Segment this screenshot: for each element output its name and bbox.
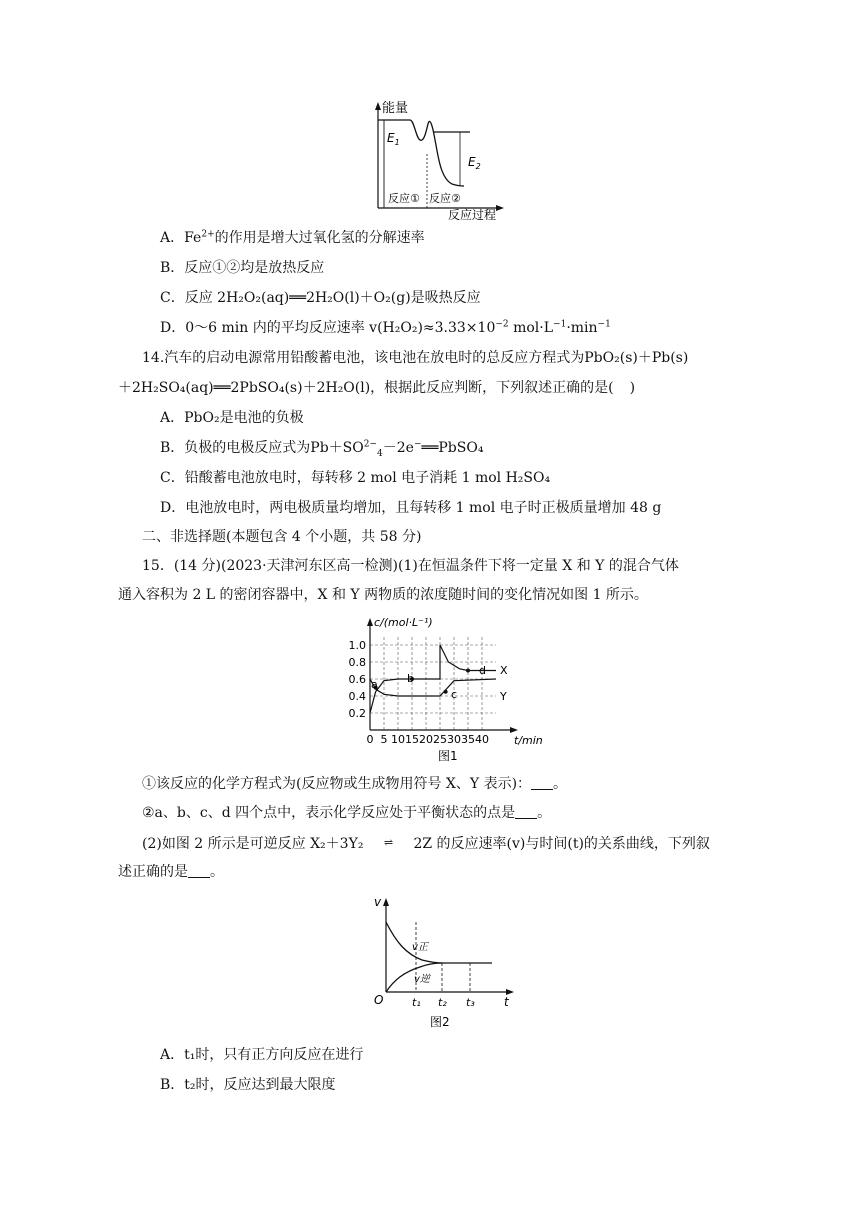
q15-option-b: B．t₂时，反应达到最大限度 bbox=[160, 1077, 336, 1093]
fig1-marker-c bbox=[444, 690, 448, 694]
section-2-heading: 二、非选择题(本题包含 4 个小题，共 58 分) bbox=[142, 529, 422, 545]
q13-option-d: D．0～6 min 内的平均反应速率 $v(H_2O_2)\approx 3.33\times 10^{-2}$ $mol\cdot L^{-1}\cdot\min^{-1}$ bbox=[160, 319, 611, 336]
energy-diagram bbox=[370, 98, 510, 220]
q15-line1: 15．(14 分)(2023·天津河东区高一检测)(1)在恒温条件下将一定量 X 和 Y 的混合气体 bbox=[142, 558, 679, 574]
fig2-t2: t₂ bbox=[438, 996, 447, 1009]
fig1-x-tick: 20 bbox=[419, 733, 433, 746]
fig2-t3: t₃ bbox=[466, 996, 475, 1009]
e1-label: $E_1$ bbox=[387, 131, 400, 147]
fig2-t1: t₁ bbox=[412, 996, 421, 1009]
fig1-point-c: c bbox=[451, 688, 458, 701]
fig1-chart bbox=[340, 614, 550, 764]
fig1-x-tick: 10 bbox=[391, 733, 405, 746]
fig1-x-tick: 35 bbox=[461, 733, 475, 746]
q14-option-c: C．铅酸蓄电池放电时，每转移 2 mol 电子消耗 1 mol H₂SO₄ bbox=[160, 470, 551, 486]
q13-option-b: B．反应①②均是放热反应 bbox=[160, 260, 325, 276]
q14-option-b: B．负极的电极反应式为$Pb+SO^{2-}_4-2e^-══PbSO_4$ bbox=[160, 439, 484, 459]
fig1-x-tick: 15 bbox=[405, 733, 419, 746]
fig1-x-tick: 5 bbox=[380, 733, 388, 746]
q13-option-a: A．$Fe^{2+}$的作用是增大过氧化氢的分解速率 bbox=[160, 229, 425, 246]
q15-sub1: ①该反应的化学方程式为(反应物或生成物用符号 X、Y 表示)： 。 bbox=[142, 776, 568, 792]
energy-x-label: 反应过程 bbox=[448, 208, 497, 220]
step2-label: 反应② bbox=[429, 192, 461, 205]
energy-y-label: 能量 bbox=[382, 101, 409, 116]
fig2-origin: O bbox=[374, 993, 384, 1007]
q14-line2: ＋2H₂SO₄(aq)══2PbSO₄(s)＋2H₂O(l)，根据此反应判断，下列叙述正确的是( ) bbox=[118, 380, 636, 396]
fig1-point-d: d bbox=[479, 664, 486, 677]
fig2-x-label: t bbox=[504, 995, 509, 1009]
q15-line2: 通入容积为 2 L 的密闭容器中，X 和 Y 两物质的浓度随时间的变化情况如图 1 所示。 bbox=[118, 587, 648, 603]
q15-sub3: (2)如图 2 所示是可逆反应 X₂＋3Y₂ ⇌ 2Z 的反应速率(v)与时间(t)的关系曲线，下列叙 bbox=[142, 836, 710, 852]
fig1-series-y-label: Y bbox=[500, 690, 507, 703]
fig1-x-label: t/min bbox=[514, 734, 543, 747]
q14-option-a: A．PbO₂是电池的负极 bbox=[160, 410, 304, 426]
fig1-series-x-label: X bbox=[500, 664, 508, 677]
fig1-y-tick: 0.8 bbox=[348, 656, 366, 669]
q13-option-c: C．反应 2H₂O₂(aq)══2H₂O(l)＋O₂(g)是吸热反应 bbox=[160, 290, 481, 306]
q14-line1: 14.汽车的启动电源常用铅酸蓄电池，该电池在放电时的总反应方程式为PbO₂(s)＋Pb(s) bbox=[142, 350, 689, 366]
fig1-point-a: a bbox=[371, 678, 378, 691]
fig2-v-forward: v正 bbox=[412, 942, 428, 953]
fig1-point-b: b bbox=[407, 672, 414, 685]
q15-sub3-line2: 述正确的是 。 bbox=[118, 864, 224, 880]
fig1-x-tick: 30 bbox=[447, 733, 461, 746]
fig1-x-tick: 25 bbox=[433, 733, 447, 746]
fig1-y-tick: 0.2 bbox=[348, 707, 366, 720]
fig2-caption: 图2 bbox=[430, 1015, 450, 1029]
fig1-caption: 图1 bbox=[438, 749, 458, 763]
fig2-v-reverse: v逆 bbox=[414, 974, 430, 985]
fig1-y-label: c/(mol·L⁻¹) bbox=[374, 616, 433, 629]
fig1-x-tick: 0 bbox=[366, 733, 374, 746]
q14-option-d: D．电池放电时，两电极质量均增加，且每转移 1 mol 电子时正极质量增加 48 g bbox=[160, 500, 662, 516]
fig1-x-tick: 40 bbox=[475, 733, 489, 746]
fig1-y-tick: 1.0 bbox=[348, 639, 366, 652]
fig1-series-y bbox=[370, 679, 496, 696]
fig2-chart bbox=[370, 892, 520, 1040]
q15-sub2: ②a、b、c、d 四个点中，表示化学反应处于平衡状态的点是 。 bbox=[142, 805, 552, 821]
fig2-y-label: v bbox=[374, 895, 382, 909]
e2-label: $E_2$ bbox=[468, 155, 481, 171]
fig1-marker-d bbox=[466, 669, 470, 673]
fig1-y-tick: 0.4 bbox=[348, 690, 366, 703]
q15-option-a: A．t₁时，只有正方向反应在进行 bbox=[160, 1047, 364, 1063]
fig1-y-tick: 0.6 bbox=[348, 673, 366, 686]
step1-label: 反应① bbox=[388, 192, 420, 205]
